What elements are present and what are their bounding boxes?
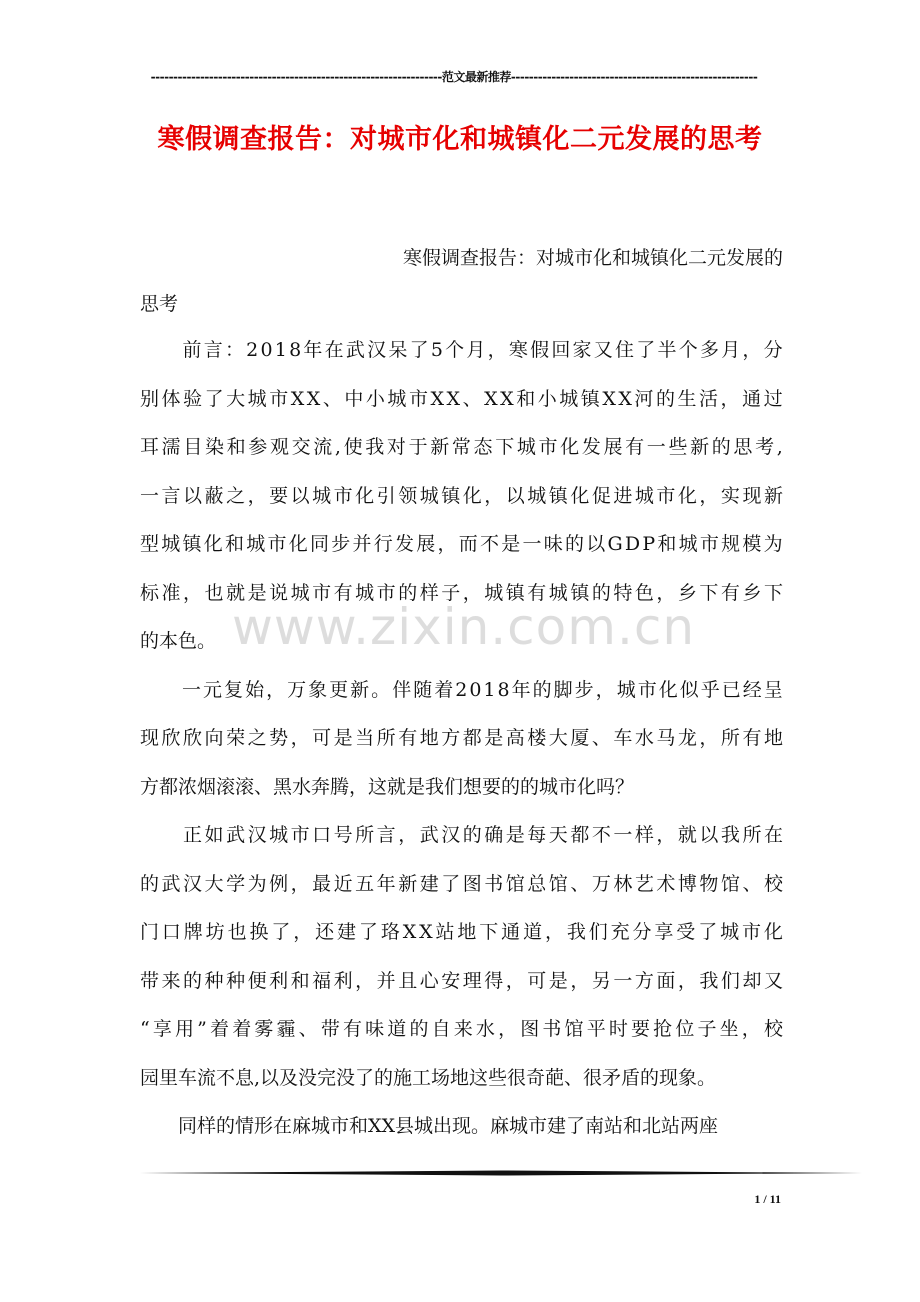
paragraph-4-line-1: 同样的情形在麻城市和XX县城出现。麻城市建了南站和北站两座 <box>140 1115 719 1137</box>
paragraph-3-line-4: 带 来 的 种 种 便 利 和 福 利 ， 并 且 心 安 理 得 ， 可 是 ， 另 一 方 面 ， 我 们 却 又 <box>140 969 783 992</box>
footer-rule <box>140 1169 862 1177</box>
paragraph-2-line-3: 方都浓烟滚滚、黑水奔腾，这就是我们想要的的城市化吗？ <box>140 775 635 798</box>
subtitle-line-2: 思考 <box>140 293 179 315</box>
subtitle-line-1: 寒假调查报告：对城市化和城镇化二元发展的 <box>402 247 783 269</box>
paragraph-1-line-5: 型 城 镇 化 和 城 市 化 同 步 并 行 发 展 ， 而 不 是 一 味 的 以 G D P 和 城 市 规 模 为 <box>140 533 783 555</box>
paragraph-2-line-1: 一 元 复 始 ， 万 象 更 新 。 伴 随 着 2 0 1 8 年 的 脚 步 ， 城 市 化 似 乎 已 经 呈 <box>182 678 783 701</box>
paragraph-3-line-1: 正 如 武 汉 城 市 口 号 所 言 ， 武 汉 的 确 是 每 天 都 不 一 样 ， 就 以 我 所 在 <box>183 824 783 846</box>
header-text: -----------------------------------------------------------------范文最新推荐------------------------------------------------------- <box>150 69 758 84</box>
paragraph-2-line-2: 现 欣 欣 向 荣 之 势 ， 可 是 当 所 有 地 方 都 是 高 楼 大 厦 、 车 水 马 龙 ， 所 有 地 <box>140 727 783 749</box>
paragraph-1-line-6: 标 准 ， 也 就 是 说 城 市 有 城 市 的 样 子 ， 城 镇 有 城 镇 的 特 色 ， 乡 下 有 乡 下 <box>140 581 783 604</box>
paragraph-3-line-2: 的 武 汉 大 学 为 例 ， 最 近 五 年 新 建 了 图 书 馆 总 馆 、 万 林 艺 术 博 物 馆 、 校 <box>140 872 783 895</box>
paragraph-3-line-6: 园里车流不息,以及没完没了的施工场地这些很奇葩、很矛盾的现象。 <box>140 1066 717 1089</box>
paragraph-3-line-3: 门 口 牌 坊 也 换 了 ， 还 建 了 珞 X X 站 地 下 通 道 ， 我 们 充 分 享 受 了 城 市 化 <box>140 921 783 943</box>
paragraph-1-line-3: 耳 濡 目 染 和 参 观 交 流 , 使 我 对 于 新 常 态 下 城 市 化 发 展 有 一 些 新 的 思 考 , <box>140 436 783 458</box>
paragraph-1-line-7: 的本色。 <box>140 630 217 652</box>
paragraph-1-line-1: 前 言 ： 2 0 1 8 年 在 武 汉 呆 了 5 个 月 ， 寒 假 回 家 又 住 了 半 个 多 月 ， 分 <box>182 339 783 361</box>
paragraph-1-line-2: 别 体 验 了 大 城 市 X X 、 中 小 城 市 X X 、 X X 和 小 城 镇 X X 河 的 生 活 ， 通 过 <box>140 387 783 410</box>
document-title: 寒假调查报告：对城市化和城镇化二元发展的思考 <box>157 124 763 155</box>
page-number: 1 / 11 <box>754 1192 781 1206</box>
watermark: www.zixin.com.cn <box>232 598 696 656</box>
paragraph-3-line-5: “ 享 用 ” 着 着 雾 霾 、 带 有 味 道 的 自 来 水 ， 图 书 馆 平 时 要 抢 位 子 坐 ， 校 <box>140 1018 783 1040</box>
page-header <box>140 66 768 86</box>
paragraph-1-line-4: 一 言 以 蔽 之 ， 要 以 城 市 化 引 领 城 镇 化 ， 以 城 镇 化 促 进 城 市 化 ， 实 现 新 <box>140 484 783 507</box>
